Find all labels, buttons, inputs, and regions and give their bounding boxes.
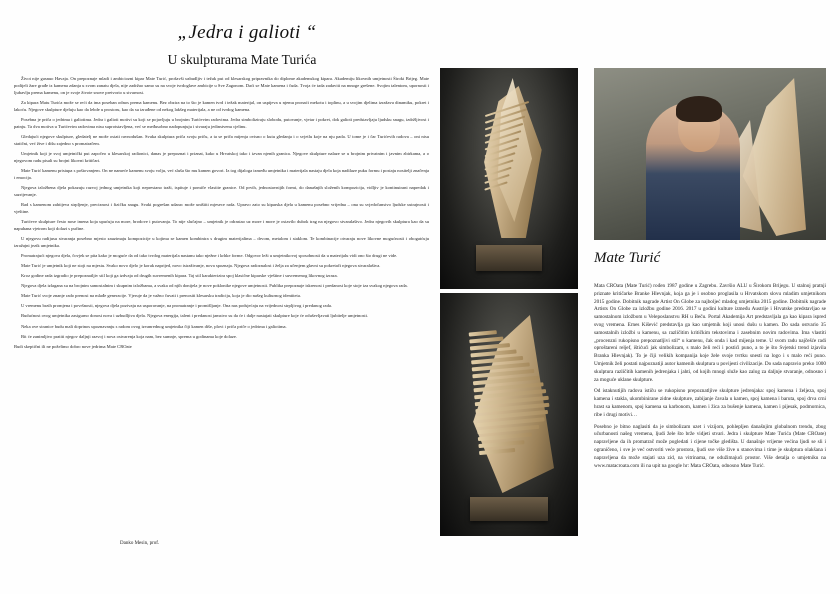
bio-paragraph: Od istaknutijih radova ističu se rukopisno prepoznatljive skulpture jedrenjaka: spoj kamena i željeza, spoj kamena i stakla, ukombinirane zidne skulpture, zabijanje čavala u kamen, spoj kamena i baruta, spoj drva crni hrast sa kamenom, spoj kamena sa karbonom, kamen i žica za bušenje kamena, kamen i pijesak, podmornica, ribe i drugi motivi… (594, 388, 826, 418)
feather-ribs (484, 108, 534, 192)
bio-paragraph: Mata CROata (Mate Turić) rođen 1987 godine u Zagrebu. Završio ALU u Širokom Brijegu. U stalnoj pratnji priznate kritičarke Branke Hlevnjak, koja ga je i osobno proglasila u Hrvatskom slovu mladim umjetnikom 2015 godine. Dobitnik nagrade Artist On Globe za najboljeć mladog umjetnika 2015 godine. Dobitnik nagrade Artists On Globe za izložbu godine 2016. 2017 u godini kulture između Austrije i Hrvatske predstavljao se samostalnom izložbom u Veleposlanstvu RH u Beču. Portal Akademija Art predstavljala ga kao kipara ispred svog vremena. Ernes Kišević predstavlja ga kao umjetnik koji unosi dušu u kamen. Do sada ostvario 35 samostalnih izložbi u kamenu, sa različitim kritičkim tekstovima i zasebnim novim radovima. Ima vlastiti „procenzni rukopisno prepoznatljivi stil“ u kamenu, čak onda i kad mijenja teme. U svom radu najčešće radi oproštareni reljef, ištićući jak simbolizam, s malo želi reći i postići puno, a to je što Svjetski trend izjavila Branka Hlevnjak). To je čiji velikih kompanija koje žele svoje tvrtku snesti na logo i s malo reći puno. Umjetnik želi postati najpoznatiji autor kamenih skulptura u povijesti civilizacije. Do sada napravio preko 1000 skulptura različitih kamenih jedrenjaka i jahti, od kojih mnogi služe kao zalog za daljnje stvaranje, odnosno i za moguće uklane skulpture. (594, 283, 826, 383)
sail-slats (469, 326, 556, 458)
article-paragraph: Budi skeptični ili ne poželimo dobro nove jedrima Mate CROate (14, 343, 132, 349)
article-paragraph: Budućnost ovog umjetnika zasigurno donosi nova i uzbudljiva djela. Njegova energija, talent i predanost jamstvo su da će i dalje nastajati skulpture koje će oduševljavati ljubitelje umjetnosti. (21, 313, 369, 319)
article-paragraph: Neka ove stranice budu mali doprinos upoznavanju s radom ovog izvanrednog umjetnika čiji kamen diše, plovi i priča priče o jedrima i galiotima. (21, 323, 287, 329)
article-paragraph: Život nije gasnuo Havaja. On prepoznaje mladi i ambiciozni kipar Mate Turić, prošavši uzbudljiv i težak put od klesarskog pripravnika do diplome akademskog kipara. Akademiju likovnih umjetnosti Široki Brijeg. Mate podijeli žare građe iz kamena zdanja u svom zanatu djela, nije zadržao samo su na svoje tvrdoglave ambicije u Sve Zagonom. Daći se Mate kamena i čuda. Tvoja će tada zadaviti na mnoge grešene. Svojim talentom, upornosti i ljubavlju prema kamenu, on je svoje živote snove pretvorio u stvarnost. (14, 76, 429, 95)
article-paragraph: U njegovu radijusu stvaranja posebno mjesto zauzimaju kompozicije u kojima se kamen kombinira s drugim materijalima – drvom, metalom i staklom. Te kombinacije otvaraju nove likovne mogućnosti i obogatćuju izražajni jezik umjetnika. (14, 235, 429, 248)
article-paragraph: Kroz godine rada izgradio je prepoznatljiv stil koji ga izdvaja od drugih suvremenih kipara. Taj stil karakterizira spoj klasične kiparske vještine i suvremenog likovnog izraza. (21, 273, 338, 279)
page-title: „Jedra i galioti “ (177, 22, 317, 43)
bio-text (594, 283, 826, 474)
article-paragraph: Rad s kamenom zahtijeva strpljenje, preciznost i fizičku snagu. Svaki pogrešan udarac može uništiti mjesece rada. Upravo zato su kiparska djela u kamenu posebno vrijedna – ona su svjedočanstvo ljudske ustrajnosti i vještine. (14, 201, 429, 214)
page-subtitle: U skulpturama Mate Turića (167, 52, 317, 67)
article-paragraph: U vremenu brzih promjena i površnosti, njegova djela pozivaju na usporavanje, na promatranje i promišljanje. Ona nas podsjećaju na vrijednost strpljivog i predanog rada. (21, 303, 332, 309)
article-paragraph: Umjetnik koji je svoj umjetnički put započeo u klesarskoj radionici, danas je prepoznat i priznat, kako u Hrvatskoj tako i izvan njenih granica. Njegove skulpture nalaze se u brojnim privatnim i javnim zbirkama, a o njegovom radu pisali su brojni likovni kritičari. (14, 150, 429, 163)
bio-heading: Mate Turić (594, 250, 661, 266)
article-paragraph: Bit će zanimljivo pratiti njegov daljnji razvoj i nova ostvarenja koja nam, bez sumnje, sprema u godinama koje dolaze. (21, 333, 238, 339)
article-paragraph: Mate Turić svoje znanje rado prenosi na mlađe generacije. Vjeruje da je važno čuvati i prenositi klesarsku tradiciju, koja je dio našeg kulturnog identiteta. (21, 293, 301, 299)
author-signature: Danko Mesin, prof. (120, 541, 160, 546)
sculpture-plinth (470, 497, 547, 521)
article-paragraph: Turićeve skulpture često nose imena koja upućuju na more, brodove i putovanja. To nije slučajno – umjetnik je odrastao uz more i more je ostavilo dubok trag na njegovo stvaralaštvo. Jedra njegovih skulptura kao da su napuhana vjetrom koji dolazi s pučine. (14, 218, 429, 231)
article-paragraph: Mate Turić je umjetnik koji ne stoji na mjestu. Svako novo djelo je korak naprijed, novo istraživanje, nova spoznaja. Njegova radoznalost i želja za učenjem glavni su pokretači njegova stvaralaštva. (21, 263, 381, 268)
artist-portrait-photo (594, 68, 826, 240)
article-paragraph: Mate Turić kamenu pristupa s poštovanjem. On ne nameće kamenu svoju volju, već sluša što mu kamen govori. Iz tog dijaloga između umjetnika i materijala nastaju djela koja nadilaze puku formu i postaju nositelji značenja i emocija. (14, 167, 429, 180)
sculpture-photo-feather (440, 68, 578, 289)
sculpture-plinth (476, 245, 542, 272)
article-paragraph: Njegova djela izlagana su na brojnim samostalnim i skupnim izložbama, a svaka od njih donijela je nove poklonike njegove umjetnosti. Publika prepoznaje iskrenost i predanost koje stoje iza svakog njegova rada. (21, 283, 408, 289)
article-paragraph: Njegova izložbena djela pokazuju razvoj jednog umjetnika koji neprestano traži, ispituje i pomiče vlastite granice. Od prvih, jednostavnijih formi, do današnjih složenih kompozicija, vidljiv je kontinuirani napredak i sazrijevanje. (14, 184, 429, 197)
artist-hair (676, 96, 722, 122)
article-body (14, 76, 429, 536)
article-paragraph: Gledajući njegove skulpture, gledatelj ne može ostati ravnodušan. Svaka skulptura priča svoju priču, a ta se priča mijenja ovisno o kutu gledanja i o svjetlu koje na nju pada. U tome je i čar Turićevih radova – oni nisu statični, već žive i dišu zajedno s promatračem. (14, 133, 429, 146)
article-paragraph: Promatrajući njegova djela, čovjek se pita kako je moguće da od tako tvrdog materijala nastanu tako nježne i krhke forme. Odgovor leži u umjetnikovoj sposobnosti da u materijalu vidi ono što drugi ne vide. (21, 252, 398, 258)
article-paragraph: Za kipara Matu Turića može se reći da ima poseban odnos prema kamenu. Bez obzira na to što je kamen tvrd i težak materijal, on uspijeva u njemu pronaći mekotu i toplinu, a u svojim djelima izražava dinamiku, pokret i lakoću. Njegove skulpture djeluju kao da lebde u prostoru, kao da su izrađene od nekog lakšeg materijala, a ne od tvrdog kamena. (14, 99, 429, 112)
sculpture-photo-slats (440, 293, 578, 536)
article-paragraph: Posebna je priča o jedrima i galiotima. Jedra i galioti motivi su koji se pojavljuju u brojnim Turićevim radovima. Jedra simboliziraju slobodu, putovanje, vjetar i pokret, dok galioti predstavljaju ljudsku snagu, izdržljivost i patnju. Ta dva motiva u Turićevim radovima nisu suprotstavljena, već se međusobno nadopunjuju i stvaraju jedinstvenu cjelinu. (14, 116, 429, 129)
bio-paragraph: Posebno je bitno naglasiti da je simbolizam uzet i vizijom, pohlepljen današnjim globalnom trendu, zbog učurbanosti našeg vremena, ljudi žele što brže vidjeti stvari. Jedra i skulpture Mate Turića (Mate CROate) napravljene da ih promatrač može pogledati i cijene točke gledišta. U današnje vrijeme većina ljudi se sli i ograničeno, i sve je već ostvoriti veće prostora, ljudi sve više žive u stanovima i time je skulptura olakšana i napravljena da može stajati uza zid, na vitrinama, ne odužimajući prostor. Više detalja o umjetniku na www.matacroata.com ili na upit na google hr: Mata CROata, odnosno Mate Turić. (594, 423, 826, 469)
